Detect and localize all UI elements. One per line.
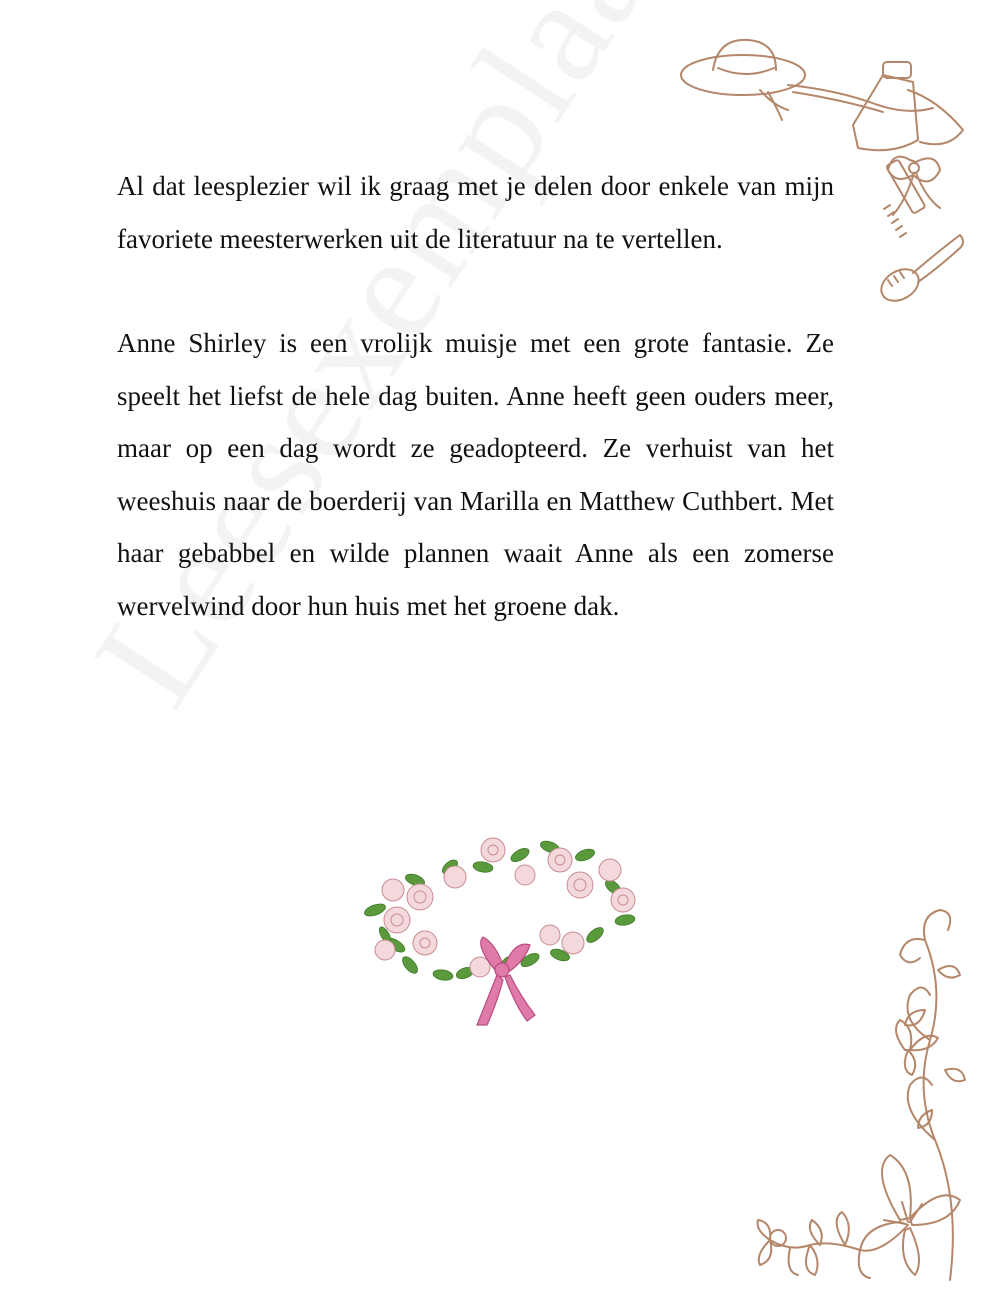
rose-wreath-icon [355,825,645,1035]
paragraph-anne: Anne Shirley is een vrolijk muisje met een grote fantasie. Ze speelt het liefst de hele dag buiten. Anne heeft geen ouders meer, maar op een dag wordt ze geadopteerd. Ze verhuist van het weeshuis naar de boerderij van Marilla en Matthew Cuthbert. Met haar gebabbel en wilde plannen waait Anne als een zomerse wervelwind door hun huis met het groene dak. [117,328,834,621]
flower-vine-icon [750,900,970,1285]
story-text [117,160,834,684]
paragraph-intro: Al dat leesplezier wil ik graag met je delen door enkele van mijn favoriete meesterwerken uit de literatuur na te vertellen. [117,171,834,254]
